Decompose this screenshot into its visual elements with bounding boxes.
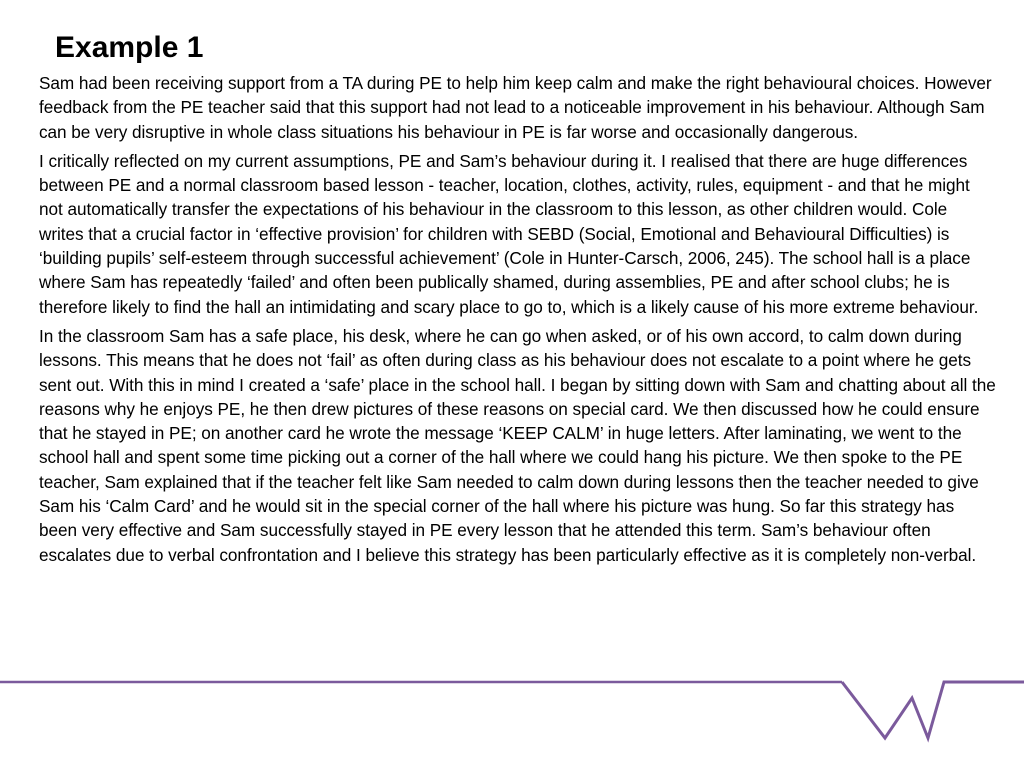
paragraph-3: In the classroom Sam has a safe place, his desk, where he can go when asked, or of his own accord, to calm down during lessons. This means that he does not ‘fail’ as often during class as his behaviour does not escalate to a point where he gets sent out. With this in mind I created a ‘safe’ place in the school hall. I began by sitting down with Sam and chatting about all the reasons why he enjoys PE, he then drew pictures of these reasons on special card. We then discussed how he could ensure that he stayed in PE; on another card he wrote the message ‘KEEP CALM’ in huge letters. After laminating, we went to the school hall and spent some time picking out a corner of the hall where we could hang his picture. We then spoke to the PE teacher, Sam explained that if the teacher felt like Sam needed to calm down during lessons then the teacher needed to give Sam his ‘Calm Card’ and he would sit in the special corner of the hall where his picture was hung. So far this strategy has been very effective and Sam successfully stayed in PE every lesson that he attended this term. Sam’s behaviour often escalates due to verbal confrontation and I believe this strategy has been particularly effective as it is completely non-verbal. — [39, 325, 996, 565]
slide-title: Example 1 — [55, 31, 204, 64]
w-logo-icon — [842, 682, 1024, 738]
slide-body — [39, 71, 996, 572]
footer-decoration — [0, 660, 1024, 768]
paragraph-1: Sam had been receiving support from a TA during PE to help him keep calm and make the right behavioural choices. However feedback from the PE teacher said that this support had not lead to a noticeable improvement in his behaviour. Although Sam can be very disruptive in whole class situations his behaviour in PE is far worse and occasionally dangerous. — [39, 73, 992, 142]
paragraph-2: I critically reflected on my current assumptions, PE and Sam’s behaviour during it. I realised that there are huge differences between PE and a normal classroom based lesson - teacher, location, clothes, activity, rules, equipment - and that he might not automatically transfer the expectations of his behaviour in the classroom to this lesson, as other children would. Cole writes that a crucial factor in ‘effective provision’ for children with SEBD (Social, Emotional and Behavioural Difficulties) is ‘building pupils’ self-esteem through successful achievement’ (Cole in Hunter-Carsch, 2006, 245). The school hall is a place where Sam has repeatedly ‘failed’ and often been publically shamed, during assemblies, PE and after school clubs; he is therefore likely to find the hall an intimidating and scary place to go to, which is a likely cause of his more extreme behaviour. — [39, 150, 979, 317]
